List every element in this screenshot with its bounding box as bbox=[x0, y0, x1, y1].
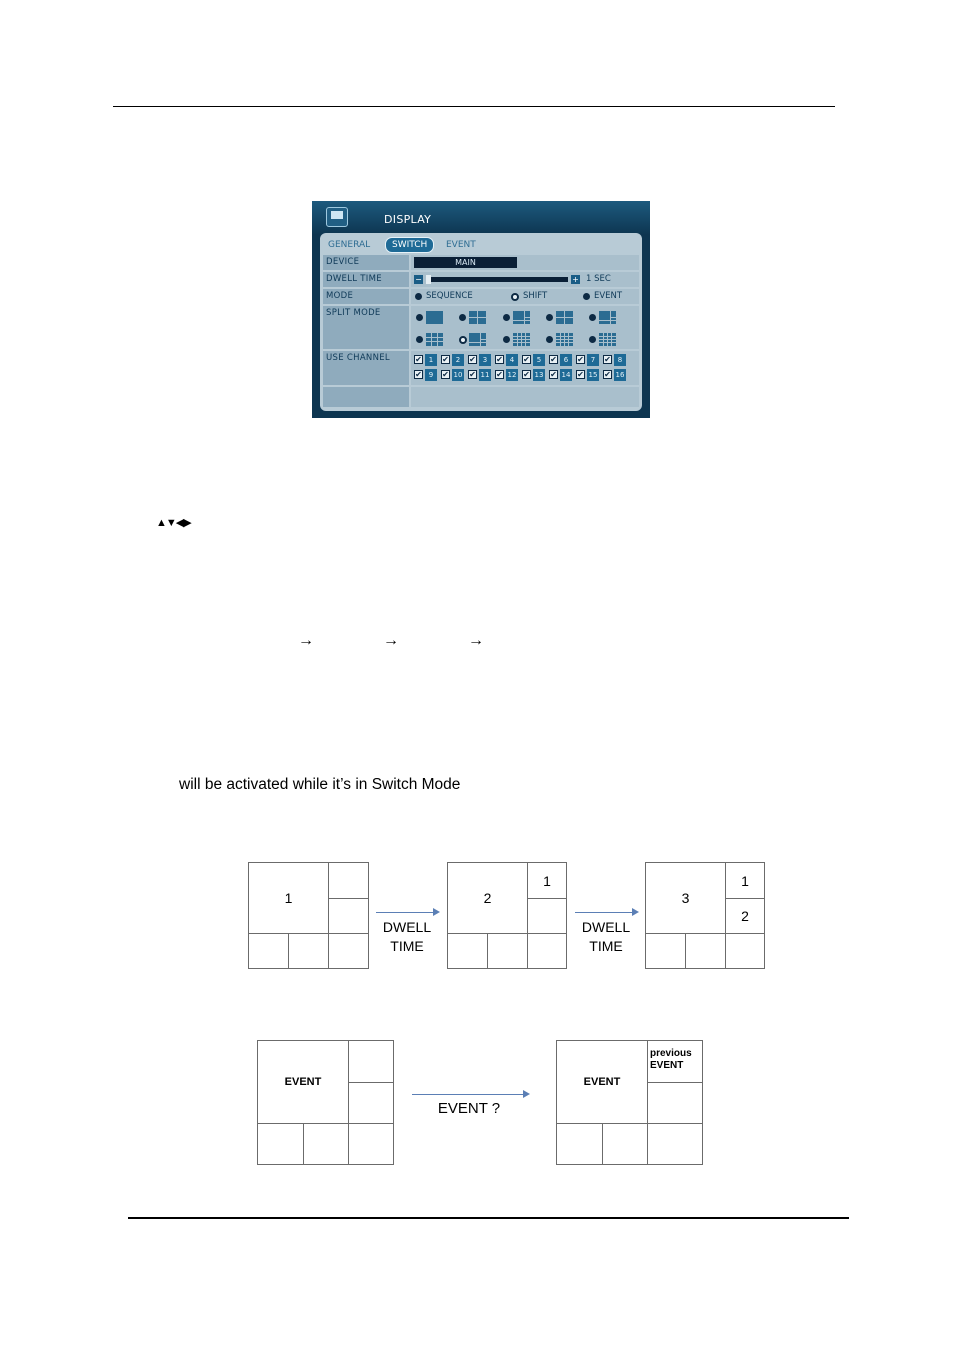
split-radio-8[interactable] bbox=[503, 336, 510, 343]
mode-shift-radio[interactable] bbox=[511, 293, 519, 301]
side-cell bbox=[328, 898, 369, 934]
channel-number: 7 bbox=[587, 354, 599, 366]
split-radio-5[interactable] bbox=[589, 314, 596, 321]
split-13-icon bbox=[513, 333, 530, 346]
tab-event[interactable]: EVENT bbox=[446, 240, 476, 250]
bottom-cell bbox=[685, 933, 726, 969]
channel-checkbox[interactable]: ✔ bbox=[496, 355, 503, 364]
dwell-label: DWELL TIME bbox=[323, 272, 409, 287]
channel-checkbox[interactable]: ✔ bbox=[523, 370, 530, 379]
channel-item[interactable] bbox=[576, 354, 602, 366]
channel-number: 9 bbox=[425, 369, 437, 381]
side-cell bbox=[647, 1082, 703, 1124]
mode-sequence-radio[interactable] bbox=[415, 293, 422, 300]
main-cell: 3 bbox=[645, 862, 726, 934]
channel-checkbox[interactable]: ✔ bbox=[577, 370, 584, 379]
channel-number: 6 bbox=[560, 354, 572, 366]
bottom-cell bbox=[602, 1123, 648, 1165]
channel-checkbox[interactable]: ✔ bbox=[523, 355, 530, 364]
split-radio-6[interactable] bbox=[416, 336, 423, 343]
arrow-head-icon bbox=[433, 908, 440, 916]
side-cell: 1 bbox=[725, 862, 765, 899]
split-16-icon bbox=[599, 333, 616, 346]
flow-label-line2: TIME bbox=[390, 938, 424, 954]
channel-checkbox[interactable]: ✔ bbox=[415, 370, 422, 379]
bottom-cell bbox=[303, 1123, 349, 1165]
side-cell bbox=[348, 1040, 394, 1083]
display-settings-panel bbox=[312, 201, 650, 418]
split-radio-2[interactable] bbox=[459, 314, 466, 321]
arrow-icon: → bbox=[468, 632, 484, 649]
bottom-cell bbox=[725, 933, 765, 969]
side-cell bbox=[348, 1082, 394, 1124]
bottom-cell bbox=[288, 933, 329, 969]
empty-row bbox=[323, 387, 639, 407]
side-cell bbox=[527, 898, 567, 934]
channel-item[interactable] bbox=[414, 369, 440, 381]
split-label: SPLIT MODE bbox=[323, 306, 409, 349]
bottom-cell bbox=[645, 933, 686, 969]
channel-number: 12 bbox=[507, 371, 517, 379]
channel-checkbox[interactable]: ✔ bbox=[550, 370, 557, 379]
tab-general[interactable]: GENERAL bbox=[328, 240, 371, 250]
channel-checkbox[interactable]: ✔ bbox=[442, 370, 449, 379]
side-cell bbox=[328, 862, 369, 899]
bottom-cell bbox=[647, 1123, 703, 1165]
mode-event-radio[interactable] bbox=[583, 293, 590, 300]
channel-item[interactable] bbox=[468, 369, 494, 381]
panel-body bbox=[320, 233, 642, 411]
dwell-increase-button[interactable]: + bbox=[572, 275, 579, 284]
mode-value-cell bbox=[411, 289, 639, 304]
channel-checkbox[interactable]: ✔ bbox=[469, 370, 476, 379]
arrow-head-icon bbox=[632, 908, 639, 916]
split-1-icon bbox=[426, 311, 443, 324]
channel-number: 10 bbox=[453, 371, 463, 379]
channel-item[interactable] bbox=[414, 354, 440, 366]
channel-checkbox[interactable]: ✔ bbox=[604, 355, 611, 364]
split-9-icon bbox=[426, 333, 443, 346]
flow-line bbox=[575, 912, 633, 913]
flow-line bbox=[412, 1094, 524, 1095]
channel-number: 3 bbox=[479, 354, 491, 366]
flow-line bbox=[376, 912, 434, 913]
empty-value-cell bbox=[411, 387, 639, 407]
previous-event-line1: previous bbox=[650, 1048, 692, 1059]
dwell-decrease-button[interactable]: − bbox=[415, 275, 422, 284]
bottom-cell bbox=[556, 1123, 603, 1165]
flow-label-line2: TIME bbox=[589, 938, 623, 954]
device-row bbox=[323, 255, 639, 270]
channel-item[interactable] bbox=[441, 354, 467, 366]
device-value-cell bbox=[411, 255, 639, 270]
channel-number: 11 bbox=[480, 371, 490, 379]
channel-label: USE CHANNEL bbox=[323, 351, 409, 385]
bottom-cell bbox=[257, 1123, 304, 1165]
dwell-value: 1 SEC bbox=[586, 274, 611, 284]
bottom-cell bbox=[487, 933, 528, 969]
bottom-cell bbox=[248, 933, 289, 969]
channel-item[interactable] bbox=[549, 354, 575, 366]
side-cell: 1 bbox=[527, 862, 567, 899]
main-cell: 2 bbox=[447, 862, 528, 934]
split-4-icon bbox=[469, 311, 486, 324]
bottom-cell bbox=[447, 933, 488, 969]
channel-grid bbox=[411, 351, 639, 385]
mode-sequence-label: SEQUENCE bbox=[426, 291, 473, 301]
header-rule bbox=[113, 106, 835, 107]
split-6-icon bbox=[513, 311, 530, 324]
split-4b-icon bbox=[556, 311, 573, 324]
flow-label-line1: DWELL bbox=[581, 919, 631, 935]
channel-item[interactable] bbox=[441, 369, 467, 381]
flow-label-line1: DWELL bbox=[382, 919, 432, 935]
channel-checkbox[interactable]: ✔ bbox=[496, 370, 503, 379]
channel-number: 15 bbox=[588, 371, 598, 379]
split-value-cell bbox=[411, 306, 639, 349]
arrow-icon: → bbox=[383, 632, 399, 649]
mode-shift-label: SHIFT bbox=[523, 291, 548, 301]
bottom-cell bbox=[527, 933, 567, 969]
mode-label: MODE bbox=[323, 289, 409, 304]
side-cell: 2 bbox=[725, 898, 765, 934]
channel-number: 2 bbox=[452, 354, 464, 366]
panel-title: DISPLAY bbox=[384, 213, 432, 226]
split-radio-10[interactable] bbox=[589, 336, 596, 343]
split-10-icon bbox=[469, 333, 486, 346]
dwell-slider[interactable] bbox=[426, 277, 568, 282]
bottom-cell bbox=[328, 933, 369, 969]
dwell-slider-thumb[interactable] bbox=[426, 275, 431, 284]
channel-checkbox[interactable]: ✔ bbox=[415, 355, 422, 364]
channel-item[interactable] bbox=[522, 369, 548, 381]
channel-checkbox[interactable]: ✔ bbox=[577, 355, 584, 364]
channel-item[interactable] bbox=[522, 354, 548, 366]
split-radio-4[interactable] bbox=[546, 314, 553, 321]
monitor-icon bbox=[326, 207, 348, 227]
device-label: DEVICE bbox=[323, 255, 409, 270]
panel-header bbox=[312, 201, 650, 235]
channel-number: 4 bbox=[506, 354, 518, 366]
split-radio-7[interactable] bbox=[459, 336, 467, 344]
channel-checkbox[interactable]: ✔ bbox=[442, 355, 449, 364]
dwell-value-cell bbox=[411, 272, 639, 287]
channel-item[interactable] bbox=[495, 354, 521, 366]
channel-item[interactable] bbox=[603, 369, 629, 381]
channel-item[interactable] bbox=[549, 369, 575, 381]
main-cell: EVENT bbox=[257, 1040, 349, 1124]
arrow-head-icon bbox=[523, 1090, 530, 1098]
channel-number: 8 bbox=[614, 354, 626, 366]
channel-item[interactable] bbox=[468, 354, 494, 366]
empty-label-cell bbox=[323, 387, 409, 407]
arrow-keys-glyphs: ▲▼◀▶ bbox=[156, 517, 191, 529]
previous-event-cell bbox=[647, 1040, 703, 1083]
main-cell: 1 bbox=[248, 862, 329, 934]
split-row bbox=[323, 306, 639, 349]
split-13b-icon bbox=[556, 333, 573, 346]
split-radio-9[interactable] bbox=[546, 336, 553, 343]
main-cell: EVENT bbox=[556, 1040, 648, 1124]
channel-number: 1 bbox=[425, 354, 437, 366]
mode-event-label: EVENT bbox=[594, 291, 623, 301]
device-select[interactable]: MAIN bbox=[414, 257, 517, 268]
channel-number: 16 bbox=[615, 371, 625, 379]
bottom-cell bbox=[348, 1123, 394, 1165]
channel-number: 14 bbox=[561, 371, 571, 379]
channel-row bbox=[323, 351, 639, 385]
channel-item[interactable] bbox=[603, 354, 629, 366]
channel-number: 13 bbox=[534, 371, 544, 379]
dwell-row bbox=[323, 272, 639, 287]
event-transition-label: EVENT ? bbox=[437, 1100, 501, 1117]
split-radio-3[interactable] bbox=[503, 314, 510, 321]
split-8-icon bbox=[599, 311, 616, 324]
arrow-icon: → bbox=[298, 632, 314, 649]
channel-checkbox[interactable]: ✔ bbox=[550, 355, 557, 364]
mode-row bbox=[323, 289, 639, 304]
footer-rule bbox=[128, 1217, 849, 1219]
split-radio-1[interactable] bbox=[416, 314, 423, 321]
switch-mode-note: will be activated while it’s in Switch Mode bbox=[179, 776, 461, 793]
channel-number: 5 bbox=[533, 354, 545, 366]
previous-event-line2: EVENT bbox=[650, 1060, 684, 1071]
channel-item[interactable] bbox=[495, 369, 521, 381]
channel-checkbox[interactable]: ✔ bbox=[604, 370, 611, 379]
channel-item[interactable] bbox=[576, 369, 602, 381]
channel-checkbox[interactable]: ✔ bbox=[469, 355, 476, 364]
tab-switch[interactable]: SWITCH bbox=[385, 237, 434, 253]
